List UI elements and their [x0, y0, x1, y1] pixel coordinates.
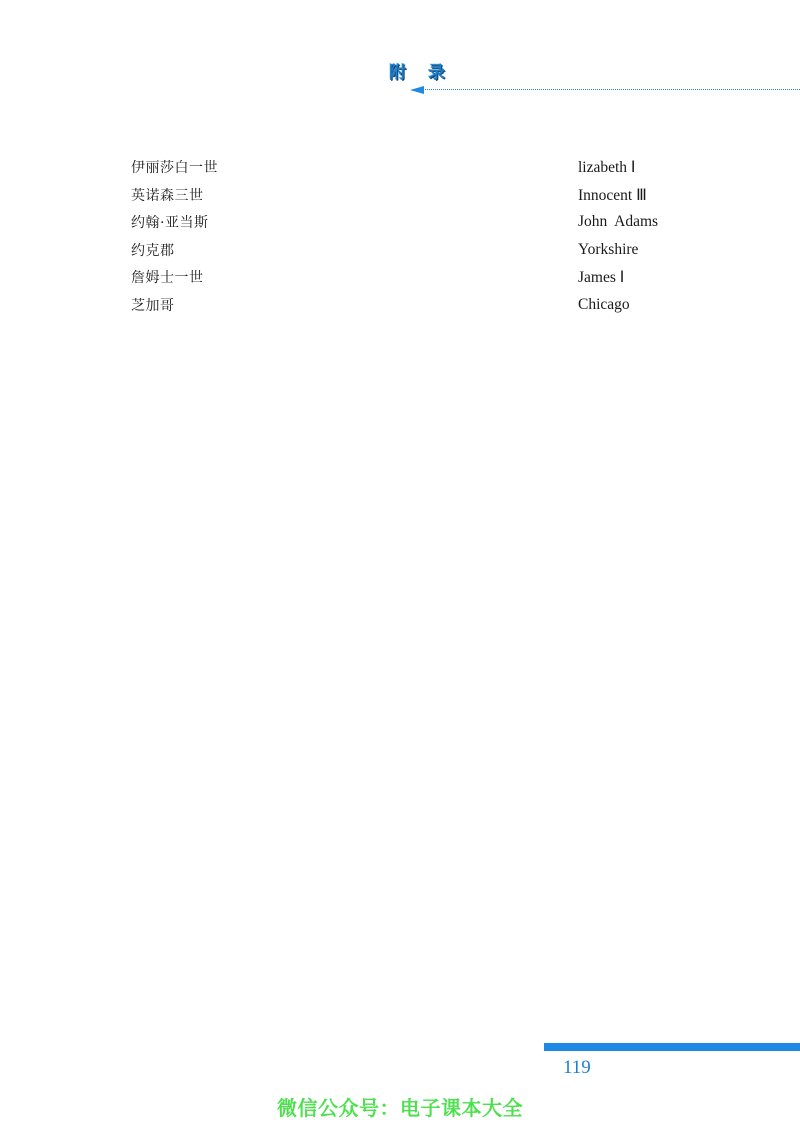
chinese-term: 英诺森三世 [131, 187, 204, 204]
watermark-text: 微信公众号：电子课本大全 [277, 1096, 523, 1120]
english-term: Innocent Ⅲ [578, 186, 647, 204]
glossary-row [0, 183, 800, 211]
section-title: 附 录 [389, 63, 453, 83]
english-term: John Adams [578, 213, 659, 231]
glossary-row [0, 155, 800, 183]
english-term: James Ⅰ [578, 269, 625, 287]
chinese-term: 约翰·亚当斯 [131, 215, 209, 232]
english-term: Chicago [578, 295, 630, 313]
english-term: lizabeth Ⅰ [578, 159, 636, 176]
page-number: 119 [563, 1057, 591, 1078]
glossary-row [0, 238, 800, 266]
chinese-term: 芝加哥 [131, 297, 175, 314]
glossary-table [0, 155, 800, 321]
glossary-row [0, 265, 800, 293]
glossary-row [0, 293, 800, 321]
chinese-term: 伊丽莎白一世 [131, 160, 218, 176]
chinese-term: 约克郡 [131, 242, 175, 259]
english-term: Yorkshire [578, 240, 639, 258]
glossary-row [0, 210, 800, 238]
footer-bar [544, 1043, 800, 1051]
chinese-term: 詹姆士一世 [131, 270, 204, 287]
header-dotted-rule [422, 89, 800, 90]
arrow-left-icon [410, 86, 424, 94]
